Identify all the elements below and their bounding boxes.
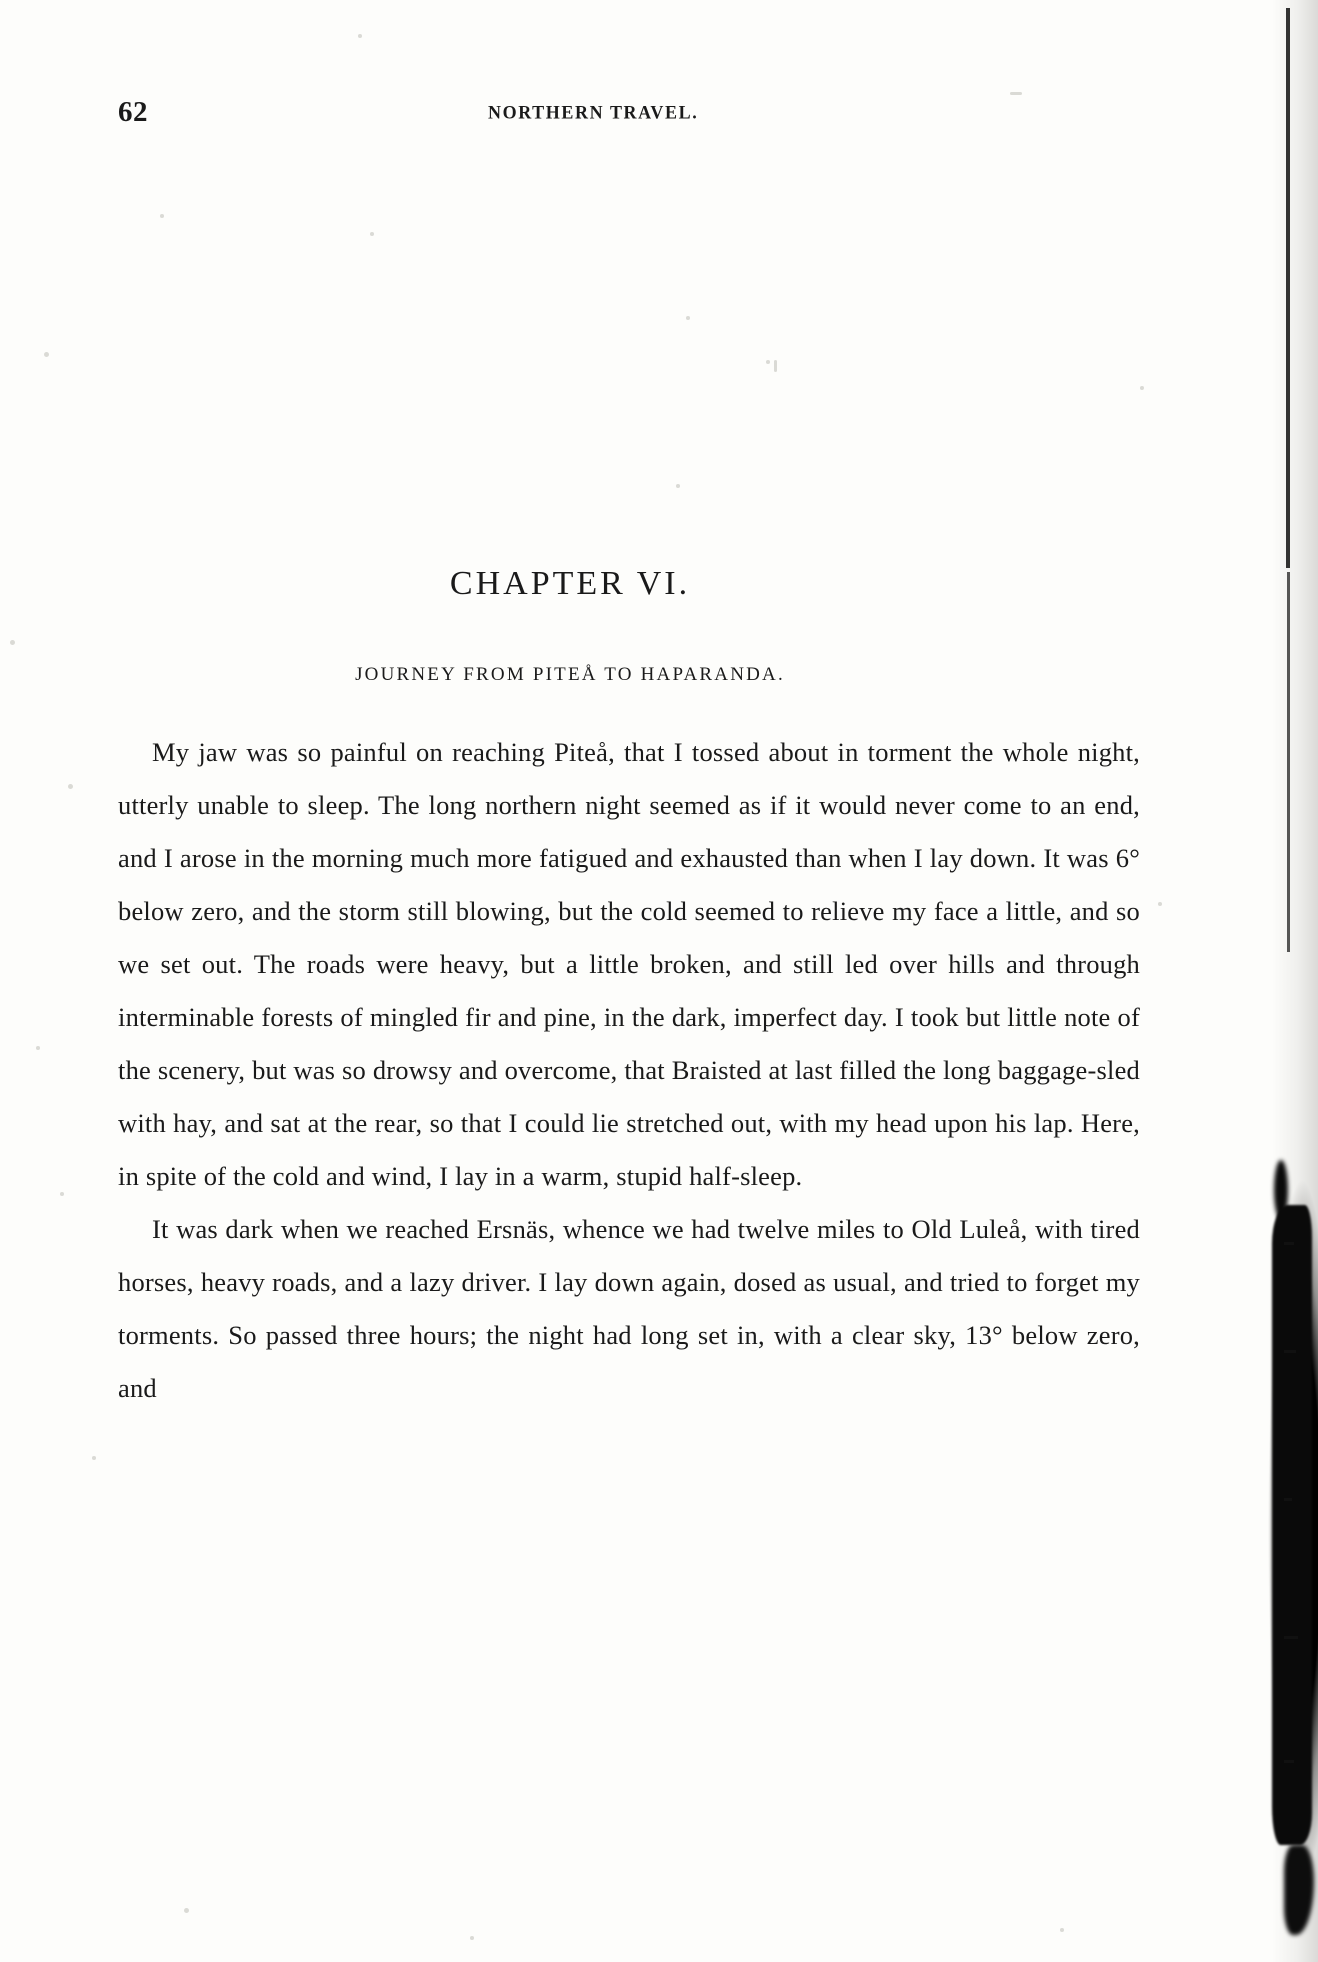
body-text	[118, 726, 1140, 1415]
page-header	[118, 96, 1138, 128]
scan-speck	[686, 316, 690, 320]
scan-speck	[10, 640, 15, 645]
scan-speck	[370, 232, 374, 236]
scan-edge-artifact	[1272, 1205, 1312, 1845]
scan-speck	[676, 484, 680, 488]
paragraph: It was dark when we reached Ersnäs, whence we had twelve miles to Old Luleå, with tired horses, heavy roads, and a lazy driver. I lay down again, dosed as usual, and tried to forget my torments. So passed three hours; the night had long set in, with a clear sky, 13° below zero, and	[118, 1214, 1140, 1403]
chapter-subtitle: JOURNEY FROM PITEÅ TO HAPARANDA.	[355, 664, 785, 685]
running-title: NORTHERN TRAVEL.	[488, 101, 699, 123]
scan-speck	[92, 1456, 96, 1460]
scan-edge-artifact	[1284, 1636, 1298, 1639]
scan-speck	[68, 784, 73, 789]
scan-speck	[1010, 92, 1022, 95]
scan-speck	[160, 214, 164, 218]
scan-speck	[60, 1192, 64, 1196]
scan-speck	[358, 34, 362, 38]
scan-edge-artifact	[1284, 1350, 1296, 1353]
scan-speck	[470, 1936, 474, 1940]
scan-speck	[1158, 902, 1162, 906]
scan-speck	[36, 1046, 40, 1050]
page-number: 62	[118, 96, 148, 128]
paragraph: My jaw was so painful on reaching Piteå, that I tossed about in torment the whole night, utterly unable to sleep. The long northern night seemed as if it would never come to an end, and I arose in the morning much more fatigued and exhausted than when I lay down. It was 6° below zero, and the storm still blowing, but the cold seemed to relieve my face a little, and so we set out. The roads were heavy, but a little broken, and still led over hills and through interminable forests of mingled fir and pine, in the dark, imperfect day. I took but little note of the scenery, but was so drowsy and overcome, that Braisted at last filled the long baggage-sled with hay, and sat at the rear, so that I could lie stretched out, with my head upon his lap. Here, in spite of the cold and wind, I lay in a warm, stupid half-sleep.	[118, 737, 1140, 1191]
scan-speck	[1060, 1928, 1064, 1932]
scan-edge-artifact	[1284, 1498, 1292, 1501]
scan-edge-artifact	[1286, 8, 1290, 568]
scan-speck	[774, 360, 777, 372]
scan-edge-artifact	[1284, 1242, 1294, 1245]
scan-speck	[766, 360, 770, 364]
scan-edge-artifact	[1284, 1760, 1294, 1763]
scan-speck	[1140, 386, 1144, 390]
chapter-title: CHAPTER VI.	[449, 565, 691, 602]
scan-edge-artifact	[1287, 572, 1290, 952]
scan-speck	[44, 352, 49, 357]
scan-speck	[184, 1908, 189, 1913]
